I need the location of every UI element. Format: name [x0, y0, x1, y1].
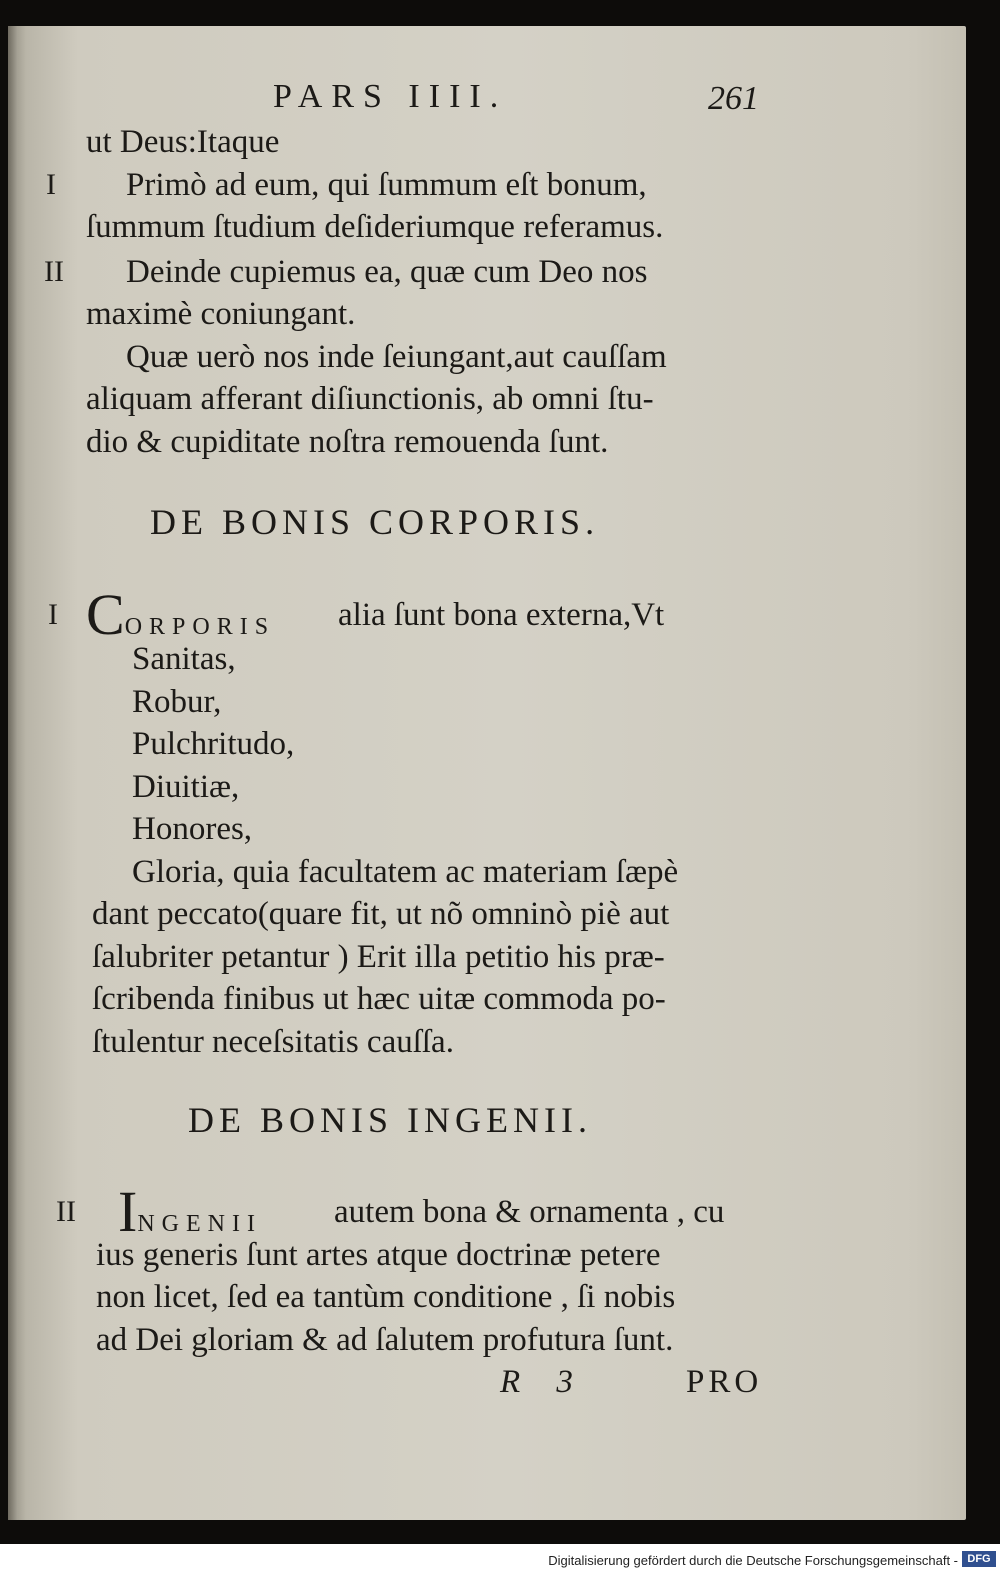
list-item: Sanitas, — [132, 641, 236, 677]
section-heading: DE BONIS INGENII. — [188, 1100, 592, 1140]
text-line: Deinde cupiemus ea, quæ cum Deo nos — [126, 254, 648, 290]
signature-mark: R 3 — [500, 1364, 587, 1400]
text-line: dio & cupiditate noſtra remouenda ſunt. — [86, 424, 609, 460]
marginal-number: I — [46, 168, 56, 201]
list-item: Pulchritudo, — [132, 726, 295, 762]
marginal-number: II — [44, 255, 64, 288]
text-line: dant peccato(quare fit, ut nõ omninò piè aut — [92, 896, 670, 932]
page-number: 261 — [708, 80, 759, 117]
footer-bar — [0, 1544, 1000, 1574]
text-line: ut Deus:Itaque — [86, 124, 280, 160]
list-item: Diuitiæ, — [132, 769, 240, 805]
dfg-logo: DFG — [962, 1551, 996, 1567]
book-page — [8, 26, 966, 1520]
initial-capital: I — [118, 1179, 138, 1244]
footer-credit: Digitalisierung gefördert durch die Deutsche Forschungsgemeinschaft - — [548, 1553, 958, 1568]
list-item: Robur, — [132, 684, 222, 720]
text-line: maximè coniungant. — [86, 296, 356, 332]
text-line: aliquam afferant diſiunctionis, ab omni ſtu- — [86, 381, 654, 417]
marginal-number: II — [56, 1195, 76, 1228]
text-line: alia ſunt bona externa,Vt — [338, 597, 665, 633]
text-line: ſcribenda finibus ut hæc uitæ commoda po- — [92, 981, 666, 1017]
text-line: Gloria, quia facultatem ac materiam ſæpè — [132, 854, 679, 890]
text-line: ad Dei gloriam & ad ſalutem profutura ſunt. — [96, 1322, 674, 1358]
initial-capital: C — [86, 582, 125, 647]
running-title: PARS IIII. — [273, 78, 508, 115]
text-line: non licet, ſed ea tantùm conditione , ſi nobis — [96, 1279, 676, 1315]
catchword: PRO — [686, 1364, 763, 1400]
small-caps-word: ORPORIS — [124, 614, 276, 640]
text-line: ſtulentur neceſsitatis cauſſa. — [92, 1024, 454, 1060]
section-heading: DE BONIS CORPORIS. — [150, 502, 600, 542]
text-line: Primò ad eum, qui ſummum eſt bonum, — [126, 167, 647, 203]
small-caps-word: NGENII — [137, 1211, 262, 1237]
text-line: autem bona & ornamenta , cu — [334, 1194, 725, 1230]
text-line: Quæ uerò nos inde ſeiungant,aut cauſſam — [126, 339, 667, 375]
marginal-number: I — [48, 598, 58, 631]
list-item: Honores, — [132, 811, 253, 847]
page-edge — [8, 26, 18, 1520]
text-line: ſummum ſtudium deſideriumque referamus. — [86, 209, 664, 245]
text-line: ſalubriter petantur ) Erit illa petitio his præ- — [92, 939, 665, 975]
text-line: ius generis ſunt artes atque doctrinæ petere — [96, 1237, 661, 1273]
